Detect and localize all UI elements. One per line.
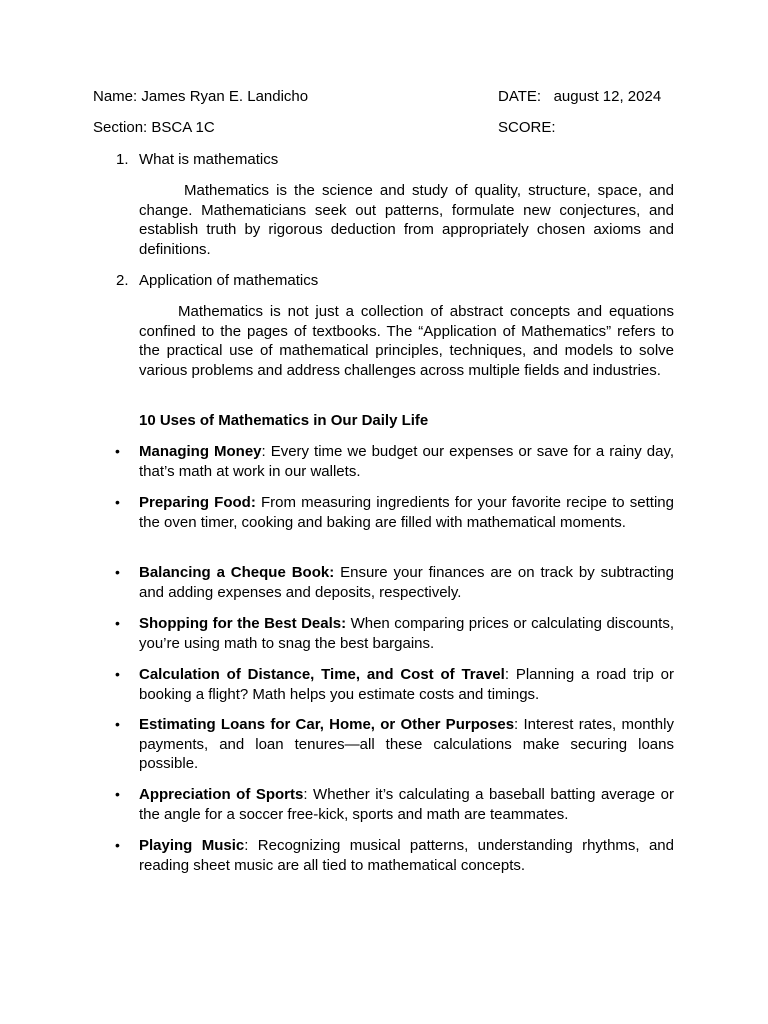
- use-term: Balancing a Cheque Book:: [139, 564, 335, 581]
- use-separator: :: [303, 786, 308, 803]
- list-item: [139, 715, 674, 774]
- use-text: Planning a road trip or booking a flight? Math helps you estimate costs and timings.: [139, 666, 674, 703]
- use-text: Interest rates, monthly payments, and loan tenures—all these calculations make securing loans possible.: [139, 716, 674, 773]
- score-field: [498, 118, 556, 138]
- bullet-glyph: •: [115, 716, 120, 732]
- use-text: Recognizing musical patterns, understanding rhythms, and reading sheet music are all tied to mathematical concepts.: [139, 837, 674, 874]
- list-item: [139, 785, 674, 824]
- use-term: Appreciation of Sports: [139, 786, 304, 803]
- header-name-date-row: [93, 87, 693, 107]
- section-label: Section:: [93, 119, 148, 136]
- use-separator: :: [514, 716, 519, 733]
- question-answer: Mathematics is the science and study of quality, structure, space, and change. Mathematicians seek out patterns, formulate new conjectures, and establish truth by rigorous deduction from appropriately chosen axioms and definitions.: [139, 182, 674, 258]
- bullet-glyph: •: [115, 564, 120, 580]
- bullet-glyph: •: [115, 837, 120, 853]
- name-value: James Ryan E. Landicho: [141, 88, 309, 105]
- use-term: Shopping for the Best Deals:: [139, 615, 347, 632]
- header-section-score-row: [93, 118, 693, 138]
- bullet-glyph: •: [115, 666, 120, 682]
- use-term: Estimating Loans for Car, Home, or Other Purposes: [139, 716, 515, 733]
- list-item: [139, 665, 674, 704]
- date-value: august 12, 2024: [553, 88, 662, 105]
- use-text: From measuring ingredients for your favorite recipe to setting the oven timer, cooking and baking are filled with mathematical moments.: [139, 494, 674, 531]
- question-title: Application of mathematics: [139, 272, 319, 289]
- list-item: [139, 493, 674, 532]
- name-label: Name:: [93, 88, 138, 105]
- use-text: Whether it’s calculating a baseball batting average or the angle for a soccer free-kick, sports and math are teammates.: [139, 786, 674, 823]
- date-field: [498, 87, 661, 107]
- use-term: Playing Music: [139, 837, 245, 854]
- score-label: SCORE:: [498, 119, 556, 136]
- question-number: 1.: [116, 151, 129, 168]
- question-answer: Mathematics is not just a collection of abstract concepts and equations confined to the pages of textbooks. The “Application of Mathematics” refers to the practical use of mathematical principles, techniques, and models to solve various problems and address challenges across multiple fields and industries.: [139, 303, 674, 379]
- bullet-glyph: •: [115, 615, 120, 631]
- bullet-glyph: •: [115, 443, 120, 459]
- use-separator: :: [244, 837, 249, 854]
- student-name: [93, 87, 308, 107]
- use-separator: :: [504, 666, 509, 683]
- use-text: When comparing prices or calculating discounts, you’re using math to snag the best bargains.: [139, 615, 674, 652]
- use-term: Managing Money: [139, 443, 262, 460]
- bullet-glyph: •: [115, 786, 120, 802]
- question-title: What is mathematics: [139, 151, 279, 168]
- section-value: BSCA 1C: [151, 119, 215, 136]
- section-field: [93, 118, 215, 138]
- list-item: [139, 614, 674, 653]
- list-item: [139, 836, 674, 875]
- uses-heading: 10 Uses of Mathematics in Our Daily Life: [139, 412, 429, 429]
- use-text: Every time we budget our expenses or save for a rainy day, that’s math at work in our wallets.: [139, 443, 674, 480]
- use-term: Preparing Food:: [139, 494, 256, 511]
- use-text: Ensure your finances are on track by subtracting and adding expenses and deposits, respectively.: [139, 564, 674, 601]
- list-item: [139, 563, 674, 602]
- question-number: 2.: [116, 272, 129, 289]
- date-label: DATE:: [498, 88, 542, 105]
- use-term: Calculation of Distance, Time, and Cost of Travel: [139, 666, 505, 683]
- list-item: [139, 442, 674, 481]
- bullet-glyph: •: [115, 494, 120, 510]
- use-separator: :: [261, 443, 266, 460]
